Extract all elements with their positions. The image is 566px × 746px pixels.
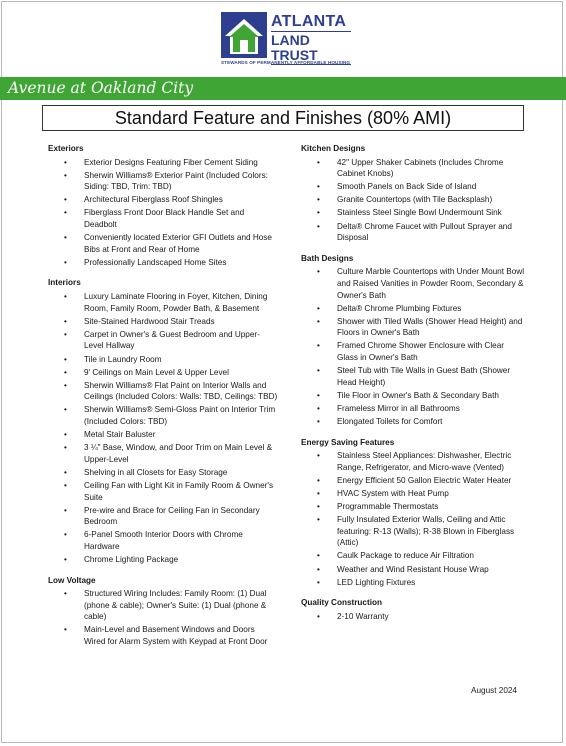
feature-item: • Smooth Panels on Back Side of Island	[301, 181, 527, 193]
feature-item: • Fiberglass Front Door Black Handle Set and Deadbolt	[48, 207, 278, 230]
feature-item: • Framed Chrome Shower Enclosure with Clear Glass in Owner's Bath	[301, 340, 527, 363]
feature-item: • LED Lighting Fixtures	[301, 577, 527, 589]
feature-item: • Pre-wire and Brace for Ceiling Fan in Secondary Bedroom	[48, 505, 278, 528]
feature-section	[48, 575, 278, 648]
house-logo-icon	[221, 12, 267, 58]
feature-section	[301, 597, 527, 622]
feature-item: • Architectural Fiberglass Roof Shingles	[48, 194, 278, 206]
feature-item: • Energy Efficient 50 Gallon Electric Water Heater	[301, 475, 527, 487]
logo-tagline: STEWARDS OF PERMANENTLY AFFORDABLE HOUSING	[221, 60, 351, 65]
feature-list	[301, 157, 527, 244]
feature-item: • Culture Marble Countertops with Under Mount Bowl and Raised Vanities in Powder Room, Secondary & Owner's Bath	[301, 266, 527, 301]
atlanta-land-trust-logo	[221, 12, 351, 68]
feature-item: • Stainless Steel Single Bowl Undermount Sink	[301, 207, 527, 219]
feature-item: • Stainless Steel Appliances: Dishwasher, Electric Range, Refrigerator, and Micro-wave (Vented)	[301, 450, 527, 473]
feature-list	[48, 291, 278, 566]
feature-item: • Conveniently located Exterior GFI Outlets and Hose Bibs at Front and Rear of Home	[48, 232, 278, 255]
feature-item: • Frameless Mirror in all Bathrooms	[301, 403, 527, 415]
feature-item: • Structured Wiring Includes: Family Room: (1) Dual (phone & cable); Owner's Suite: (1) Dual (phone & cable)	[48, 588, 278, 623]
feature-item: • Granite Countertops (with Tile Backsplash)	[301, 194, 527, 206]
feature-item: • Shower with Tiled Walls (Shower Head Height) and Floors in Owner's Bath	[301, 316, 527, 339]
feature-list	[301, 450, 527, 588]
feature-section	[301, 253, 527, 428]
section-title: Kitchen Designs	[301, 144, 366, 153]
feature-item: • Sherwin Williams® Exterior Paint (Included Colors: Siding: TBD, Trim: TBD)	[48, 170, 278, 193]
document-date: August 2024	[471, 686, 517, 695]
feature-item: • Elongated Toilets for Comfort	[301, 416, 527, 428]
feature-item: • Caulk Package to reduce Air Filtration	[301, 550, 527, 562]
feature-section	[301, 437, 527, 589]
feature-item: • Tile Floor in Owner's Bath & Secondary Bath	[301, 390, 527, 402]
section-title: Energy Saving Features	[301, 437, 395, 447]
feature-item: • Tile in Laundry Room	[48, 354, 278, 366]
feature-item: • 6-Panel Smooth Interior Doors with Chrome Hardware	[48, 529, 278, 552]
feature-list	[48, 588, 278, 647]
feature-item: • 3 ¼" Base, Window, and Door Trim on Main Level & Upper-Level	[48, 442, 278, 465]
feature-item: • 9' Ceilings on Main Level & Upper Level	[48, 367, 278, 379]
right-column	[301, 143, 527, 631]
feature-item: • Delta® Chrome Plumbing Fixtures	[301, 303, 527, 315]
feature-section	[301, 143, 527, 244]
feature-item: • Professionally Landscaped Home Sites	[48, 257, 278, 269]
logo-line-2: LAND TRUST	[271, 31, 351, 65]
community-banner	[0, 77, 566, 100]
feature-item: • Chrome Lighting Package	[48, 554, 278, 566]
feature-list	[301, 266, 527, 427]
section-title: Exteriors	[48, 144, 84, 153]
feature-item: • Luxury Laminate Flooring in Foyer, Kitchen, Dining Room, Family Room, Powder Bath, & Basement	[48, 291, 278, 314]
feature-item: • 2-10 Warranty	[301, 611, 527, 623]
section-title: Low Voltage	[48, 575, 96, 585]
feature-item: • Steel Tub with Tile Walls in Guest Bath (Shower Head Height)	[301, 365, 527, 388]
left-column	[48, 143, 278, 657]
logo-wordmark	[271, 14, 351, 65]
feature-item: • Metal Stair Baluster	[48, 429, 278, 441]
feature-list	[48, 157, 278, 269]
feature-item: • Carpet in Owner's & Guest Bedroom and Upper-Level Hallway	[48, 329, 278, 352]
feature-list	[301, 611, 527, 623]
feature-item: • Shelving in all Closets for Easy Storage	[48, 467, 278, 479]
feature-item: • Weather and Wind Resistant House Wrap	[301, 564, 527, 576]
feature-item: • Sherwin Williams® Flat Paint on Interior Walls and Ceilings (Included Colors: Walls: TBD, Ceilings: TBD)	[48, 380, 278, 403]
feature-item: • 42" Upper Shaker Cabinets (Includes Chrome Cabinet Knobs)	[301, 157, 527, 180]
feature-section	[48, 277, 278, 565]
section-title: Quality Construction	[301, 598, 382, 608]
feature-item: • Main-Level and Basement Windows and Doors Wired for Alarm System with Keypad at Front Door	[48, 624, 278, 647]
section-title: Interiors	[48, 278, 81, 288]
feature-item: • Programmable Thermostats	[301, 501, 527, 513]
feature-item: • Fully Insulated Exterior Walls, Ceiling and Attic featuring: R-13 (Walls); R-38 Blown in Fiberglass (Attic)	[301, 514, 527, 549]
section-title: Bath Designs	[301, 253, 354, 263]
feature-item: • Exterior Designs Featuring Fiber Cement Siding	[48, 157, 278, 169]
page-title: Standard Feature and Finishes (80% AMI)	[42, 105, 524, 131]
feature-item: • Ceiling Fan with Light Kit in Family Room & Owner's Suite	[48, 480, 278, 503]
logo-line-1: ATLANTA	[271, 13, 347, 30]
feature-item: • HVAC System with Heat Pump	[301, 488, 527, 500]
community-name: Avenue at Oakland City	[8, 79, 194, 97]
feature-item: • Delta® Chrome Faucet with Pullout Sprayer and Disposal	[301, 221, 527, 244]
feature-item: • Sherwin Williams® Semi-Gloss Paint on Interior Trim (Included Colors: TBD)	[48, 404, 278, 427]
feature-section	[48, 143, 278, 268]
feature-item: • Site-Stained Hardwood Stair Treads	[48, 316, 278, 328]
